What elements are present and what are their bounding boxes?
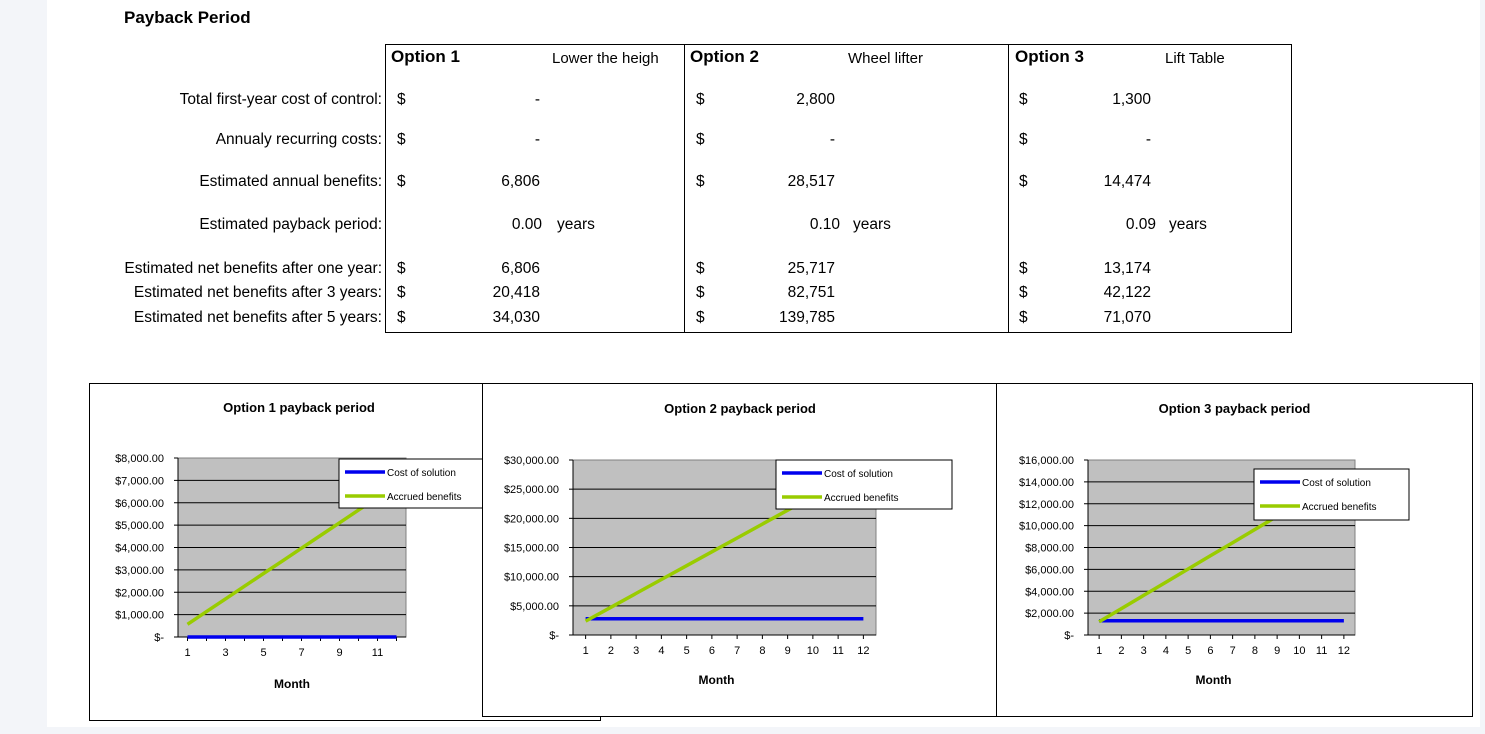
option-3-name: Option 3 [1015, 47, 1084, 66]
row-label-net-1yr: Estimated net benefits after one year: [124, 260, 382, 277]
y-tick-label: $2,000.00 [115, 587, 164, 600]
x-axis-label: Month [274, 677, 310, 691]
y-tick-label: $1,000.00 [115, 609, 164, 622]
y-tick-label: $2,000.00 [1025, 608, 1074, 621]
currency-symbol: $ [1019, 309, 1028, 326]
x-tick-label: 6 [708, 645, 715, 657]
row-label-net-3yr: Estimated net benefits after 3 years: [133, 284, 382, 301]
y-tick-label: $5,000.00 [115, 520, 164, 533]
x-tick-label: 11 [832, 645, 844, 657]
y-tick-label: $25,000.00 [503, 484, 559, 497]
legend-label: Accrued benefits [387, 492, 462, 503]
currency-symbol: $ [696, 173, 705, 190]
x-tick-label: 5 [683, 645, 690, 657]
years-unit: years [557, 216, 595, 233]
option-1-name: Option 1 [391, 47, 460, 66]
y-tick-label: $6,000.00 [115, 497, 164, 510]
row-label-net-5yr: Estimated net benefits after 5 years: [133, 309, 382, 326]
currency-symbol: $ [696, 284, 705, 301]
option-1-net-3yr: 20,418 [492, 284, 540, 301]
x-tick-label: 9 [784, 645, 791, 657]
x-tick-label: 6 [1207, 645, 1214, 657]
chart-title: Option 2 payback period [664, 401, 816, 416]
currency-symbol: $ [397, 284, 406, 301]
option-1-net-1yr: 6,806 [501, 260, 540, 277]
y-tick-label: $8,000.00 [1025, 542, 1074, 555]
x-tick-label: 5 [260, 647, 267, 659]
y-tick-label: $20,000.00 [503, 513, 559, 526]
y-tick-label: $7,000.00 [115, 475, 164, 488]
currency-symbol: $ [1019, 284, 1028, 301]
x-tick-label: 7 [298, 647, 305, 659]
x-tick-label: 9 [336, 647, 343, 659]
years-unit: years [853, 216, 891, 233]
y-tick-label: $16,000.00 [1018, 455, 1074, 467]
y-tick-label: $3,000.00 [115, 564, 164, 577]
x-tick-label: 11 [371, 647, 384, 659]
page-title: Payback Period [124, 8, 251, 27]
x-tick-label: 4 [1162, 645, 1169, 657]
currency-symbol: $ [1019, 173, 1028, 190]
option-1-description: Lower the heigh [552, 50, 659, 67]
legend-label: Accrued benefits [824, 493, 899, 504]
x-tick-label: 1 [184, 647, 191, 659]
x-tick-label: 3 [1140, 645, 1147, 657]
currency-symbol: $ [696, 91, 705, 108]
x-tick-label: 2 [1118, 645, 1125, 657]
y-tick-label: $6,000.00 [1025, 564, 1074, 577]
x-tick-label: 3 [633, 645, 640, 657]
x-tick-label: 1 [1096, 645, 1103, 657]
row-label-recurring-costs: Annualy recurring costs: [215, 131, 382, 148]
chart-option-3-svg [997, 384, 1472, 716]
currency-symbol: $ [1019, 260, 1028, 277]
currency-symbol: $ [696, 309, 705, 326]
y-tick-label: $15,000.00 [503, 542, 559, 555]
legend-label: Accrued benefits [1302, 502, 1377, 513]
option-1-recurring-costs: - [534, 131, 540, 148]
option-3-payback-period: 0.09 [1125, 216, 1156, 233]
x-tick-label: 3 [222, 647, 229, 659]
y-tick-label: $8,000.00 [115, 453, 164, 465]
x-tick-label: 12 [1337, 645, 1350, 657]
row-label-first-year-cost: Total first-year cost of control: [179, 91, 382, 108]
option-2-net-1yr: 25,717 [787, 260, 835, 277]
x-tick-label: 7 [734, 645, 741, 657]
legend-label: Cost of solution [1302, 478, 1371, 489]
y-tick-label: $30,000.00 [503, 455, 559, 467]
x-tick-label: 10 [806, 645, 819, 657]
option-3-net-5yr: 71,070 [1103, 309, 1151, 326]
currency-symbol: $ [696, 131, 705, 148]
x-tick-label: 8 [759, 645, 766, 657]
x-tick-label: 8 [1251, 645, 1258, 657]
option-2-name: Option 2 [690, 47, 759, 66]
option-2-net-5yr: 139,785 [778, 309, 835, 326]
x-tick-label: 5 [1185, 645, 1192, 657]
y-tick-label: $- [154, 632, 164, 644]
y-tick-label: $4,000.00 [115, 542, 164, 555]
currency-symbol: $ [397, 91, 406, 108]
x-tick-label: 1 [582, 645, 589, 657]
option-1-first-year-cost: - [534, 91, 540, 108]
x-tick-label: 12 [857, 645, 870, 657]
option-2-first-year-cost: 2,800 [796, 91, 835, 108]
option-1-annual-benefits: 6,806 [501, 173, 540, 190]
y-tick-label: $4,000.00 [1025, 586, 1074, 599]
y-tick-label: $14,000.00 [1018, 476, 1074, 489]
x-tick-label: 10 [1293, 645, 1306, 657]
x-tick-label: 9 [1274, 645, 1281, 657]
currency-symbol: $ [1019, 131, 1028, 148]
currency-symbol: $ [397, 131, 406, 148]
option-3-annual-benefits: 14,474 [1103, 173, 1151, 190]
y-tick-label: $5,000.00 [510, 600, 559, 613]
y-tick-label: $- [1064, 630, 1074, 642]
y-tick-label: $10,000.00 [503, 571, 559, 584]
chart-option-3[interactable] [996, 383, 1473, 717]
x-tick-label: 7 [1229, 645, 1236, 657]
y-tick-label: $10,000.00 [1018, 520, 1074, 533]
x-tick-label: 11 [1315, 645, 1328, 657]
currency-symbol: $ [397, 260, 406, 277]
x-axis-label: Month [1195, 673, 1232, 687]
option-2-recurring-costs: - [829, 131, 835, 148]
option-2-payback-period: 0.10 [809, 216, 840, 233]
y-tick-label: $12,000.00 [1018, 498, 1074, 511]
x-tick-label: 2 [607, 645, 614, 657]
chart-option-2-svg [483, 384, 997, 716]
option-2-box [684, 44, 1009, 333]
currency-symbol: $ [397, 309, 406, 326]
option-1-net-5yr: 34,030 [492, 309, 540, 326]
row-label-annual-benefits: Estimated annual benefits: [199, 173, 382, 190]
option-2-description: Wheel lifter [848, 50, 924, 67]
legend-label: Cost of solution [824, 469, 893, 480]
option-3-net-3yr: 42,122 [1103, 284, 1151, 301]
row-label-payback-period: Estimated payback period: [199, 216, 382, 233]
legend-label: Cost of solution [387, 468, 456, 479]
chart-option-2[interactable] [482, 383, 998, 717]
y-tick-label: $- [549, 630, 559, 642]
option-3-description: Lift Table [1165, 50, 1225, 67]
option-2-annual-benefits: 28,517 [787, 173, 835, 190]
currency-symbol: $ [397, 173, 406, 190]
option-3-first-year-cost: 1,300 [1112, 91, 1151, 108]
years-unit: years [1169, 216, 1207, 233]
x-tick-label: 4 [658, 645, 665, 657]
currency-symbol: $ [1019, 91, 1028, 108]
currency-symbol: $ [696, 260, 705, 277]
chart-title: Option 3 payback period [1158, 401, 1311, 416]
option-1-payback-period: 0.00 [511, 216, 542, 233]
option-2-net-3yr: 82,751 [787, 284, 835, 301]
x-axis-label: Month [698, 673, 735, 687]
option-3-net-1yr: 13,174 [1103, 260, 1151, 277]
option-3-recurring-costs: - [1145, 131, 1151, 148]
chart-title: Option 1 payback period [223, 400, 375, 415]
